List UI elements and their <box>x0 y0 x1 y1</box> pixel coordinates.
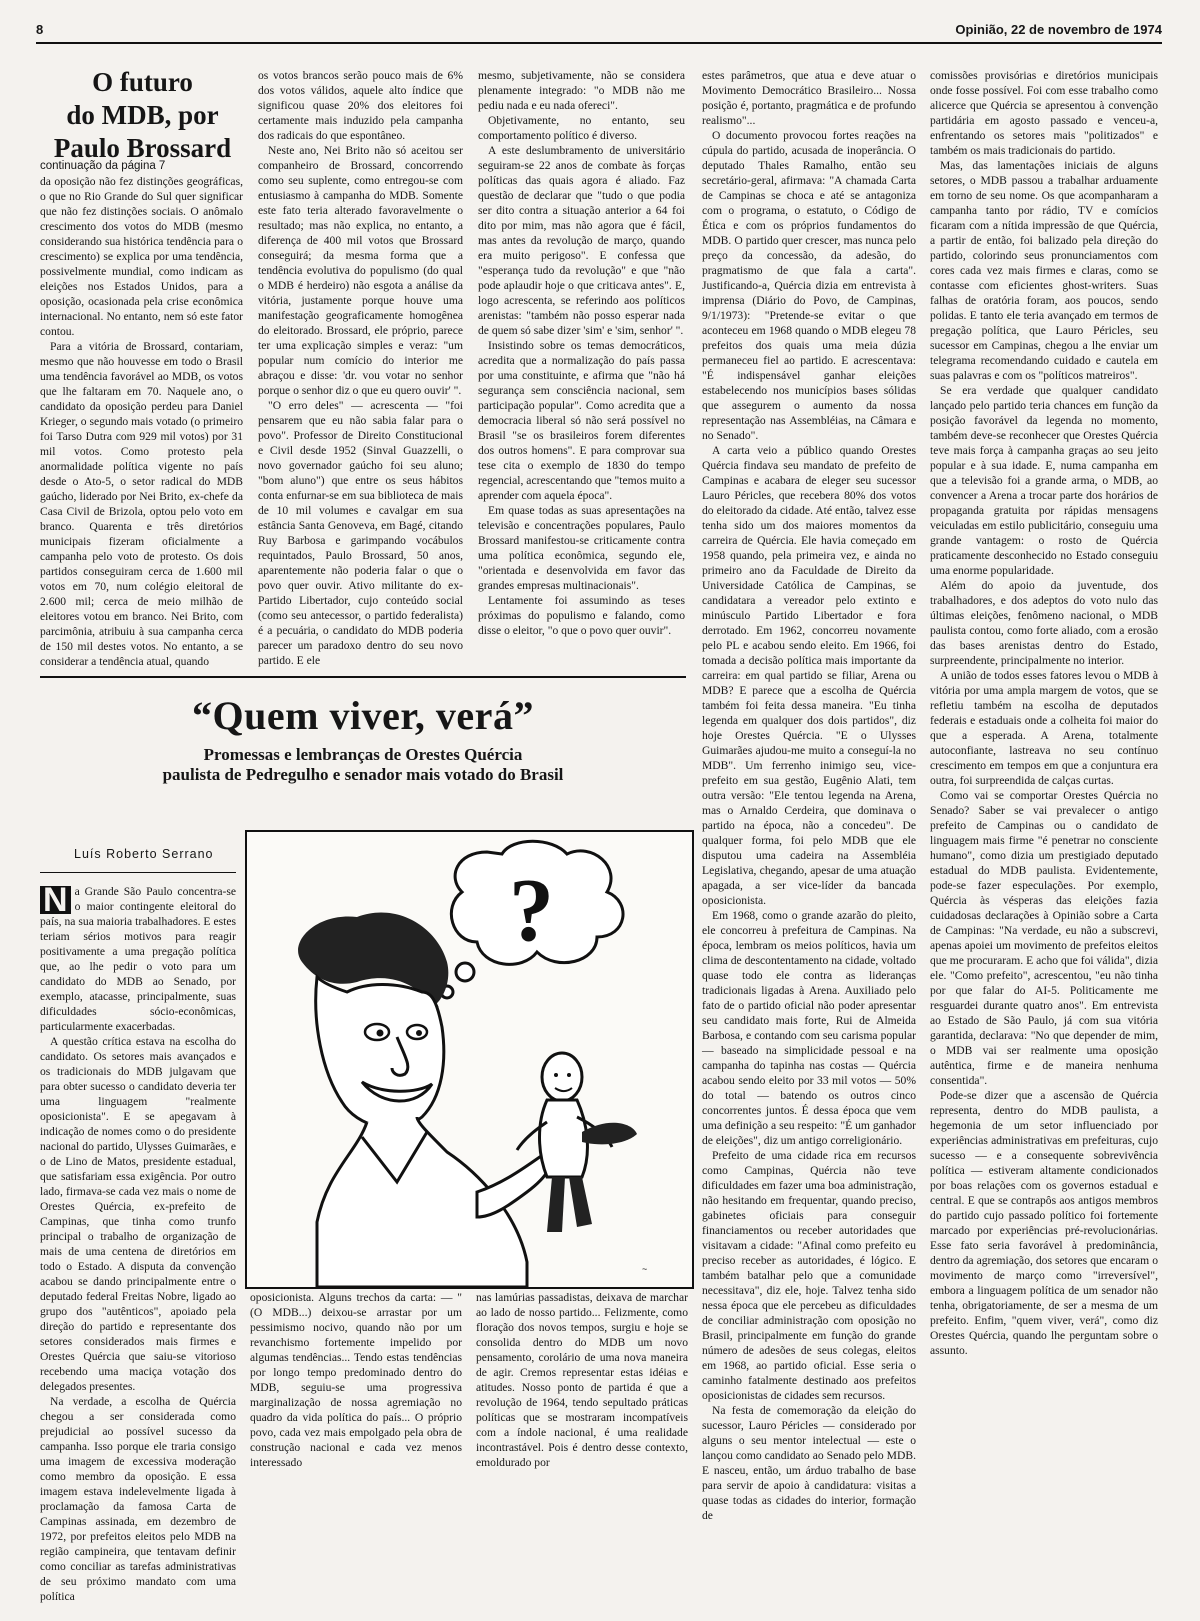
paragraph: Na verdade, a escolha de Quércia chegou a ser considerada como prejudicial ao possível sucesso da campanha. Isso porque ele traria consigo uma imagem de excessiva moderação como membro da oposição. E essa imagem estava indelevelmente ligada à proclamação da famosa Carta de Campinas assinada, em dezembro de 1972, por prefeitos eleitos pelo MDB na região campineira, que tentavam definir como conciliar as tarefas administrativas de seu próximo mandato com uma política <box>40 1395 236 1603</box>
article2-column-4 <box>702 68 916 1522</box>
paragraph: A este deslumbramento de universitário seguiram-se 22 anos de combate às forças políticas das quais agora é aliado. Faz questão de declarar que "tudo o que podia ser dito contra a situação anterior a 64 foi dito por mim, mas não agora que é fácil, mas antes da revolução de março, quando era muito perigoso". E confessa que "esperança tudo da revolução" e que "não pode aplaudir hoje o que criticava antes". E, logo acrescenta, se referindo aos políticos arenistas: "também não posso esperar nada de quem só sabe dizer 'sim' e 'sim, senhor' ". <box>478 144 685 337</box>
paragraph: Insistindo sobre os temas democráticos, acredita que a normalização do país passa por uma constituinte, e afirma que "não há segurança sem consciência nacional, sem participação popular". Como acredita que a democracia liberal só não será possível no Brasil "se os brasileiros forem diferentes dos outros homens". E para comprovar sua tese cita o exemplo de 1830 do tempo regencial, acrescentando que "temos muito a aprender com aquela época". <box>478 339 685 502</box>
article2-subtitle-line2: paulista de Pedregulho e senador mais votado do Brasil <box>162 765 564 784</box>
header-rule <box>36 42 1162 44</box>
paragraph: da oposição não fez distinções geográficas, o que no Rio Grande do Sul quer significar que não fez distinções sociais. O anômalo crescimento dos votos do MDB (mesmo considerando sua histórica tendência para o crescimento) se explica por uma tendência, possivelmente mundial, como indicam as eleições nos Estados Unidos, para a oposição, ocasionada pela crise econômica internacional. No entanto, nem só este fator contou. <box>40 175 243 338</box>
article2-subtitle <box>40 745 686 785</box>
caricature-illustration <box>245 830 694 1289</box>
artist-signature: ~ <box>642 1264 648 1274</box>
article1-title-line3: Paulo Brossard <box>53 133 232 163</box>
paragraph: Lentamente foi assumindo as teses próximas do populismo e falando, como disse o eleitor, "o que o povo quer ouvir". <box>478 594 685 637</box>
date-line: Opinião, 22 de novembro de 1974 <box>955 22 1162 37</box>
head <box>316 977 444 1128</box>
paragraph: Como vai se comportar Orestes Quércia no Senado? Saber se vai prevalecer o antigo prefeito de Campinas ou o candidato de linguagem mais firme "é penetrar no consciente humano", como dizia um prestigiado deputado estadual do MDB paulista. Evidentemente, pode-se fazer especulações. Por exemplo, Quércia às vésperas das eleições fazia cuidadosas declarações à Opinião sobre a Carta de Campinas: "Na verdade, eu não a subscrevi, apenas apoiei um movimento de prefeitos eleitos que me procuraram. E acho que foi válida", dizia ele. "Como prefeito", acrescentou, "eu não tinha por que falar do AI-5. Politicamente me resguardei durante quatro anos". Em entrevista ao Estado de São Paulo, já com sua vitória garantida, declarava: "No que depender de mim, o MDB vai ser realmente uma oposição autêntica, firme e de maneira nenhuma consentida". <box>930 789 1158 1087</box>
article1-column-2 <box>258 68 463 667</box>
article2-column-1 <box>40 881 236 1603</box>
paragraph: Se era verdade que qualquer candidato lançado pelo partido teria chances em função da posição favorável da legenda no momento, também deve-se reconhecer que Orestes Quércia teve mais força à campanha graças ao seu jeito popular e à sua idade. E, numa campanha em que a televisão foi a grande arma, o MDB, ao convencer a Arena a trocar parte dos horários de propaganda gratuita por rápidas mensagens veiculadas em estilo publicitário, conseguiu uma grande vantagem: o rosto de Quércia praticamente desconhecido no Estado conseguiu uma enorme popularidade. <box>930 384 1158 577</box>
paragraph: comissões provisórias e diretórios municipais onde fosse possível. Foi com esse trabalho como alicerce que Quércia se apresentou à convenção partidária em agosto passado e venceu-a, enfrentando os setores mais "politizados" e também os mais tradicionais do partido. <box>930 69 1158 157</box>
article2-column-3-bottom <box>476 1290 688 1490</box>
page-number: 8 <box>36 22 44 37</box>
paragraph: Neste ano, Nei Brito não só aceitou ser companheiro de Brossard, concorrendo como seu suplente, como entregou-se com entusiasmo à campanha do MDB. Somente este fato teria alterado favoravelmente o resultado; mas não explica, no entanto, a diferença de 400 mil votos que Brossard conseguirá; da mesma forma que a tendência evolutiva do populismo (do qual o MDB é herdeiro) não esgota a análise da vitória, justamente porque houve uma manifestação geograficamente homogênea do eleitorado. Brossard, ele próprio, parece ter uma explicação simples e veraz: "um popular num comício do interior me abraçou e disse: 'dr. vou votar no senhor porque o senhor diz o que eu quero ouvir' ". <box>258 144 463 397</box>
paragraph: Mas, das lamentações iniciais de alguns setores, o MDB passou a trabalhar arduamente em torno de seu nome. Os que acompanharam a campanha tanto por rádio, TV e comícios ficaram com a nítida impressão de que Quércia, a partir de então, foi balizado pela direção do partido, colorindo seus pronunciamentos com cores cada vez mais firmes e claras, como se contasse com eficientes ghost-writers. Suas falhas de oratória foram, aos poucos, sendo polidas. E tanto ele teria avançado em termos de pregação política, que Lauro Péricles, seu sucessor em Campinas, chegou a lhe enviar um telegrama recomendando cuidado e cautela em suas palavras e com os "políticos matreiros". <box>930 159 1158 382</box>
paragraph: A carta veio a público quando Orestes Quércia findava seu mandato de prefeito de Campinas e acabara de eleger seu sucessor Lauro Péricles, que recebera 80% dos votos do eleitorado da cidade. Até então, talvez esse tenha sido um dos maiores momentos da carreira de Quércia. Ele havia começado em 1958 quando, pela primeira vez, e ainda no primeiro ano da Faculdade de Direito da Universidade Católica de Campinas, se candidatara a vereador pelo extinto e minúsculo Partido Libertador e fora derrotado. Em 1962, concorreu novamente pelo PL e acabou sendo eleito. Em 1966, foi tomada a decisão política mais importante da carreira: em qual partido se filiar, Arena ou MDB? E parece que a escolha de Quércia também foi feita dessa maneira. "Eu tinha legenda em qualquer dos dois partidos", diz hoje Orestes Quércia. "E o Ulysses Guimarães ajudou-me muito a conseguí-la no MDB". Um ferrenho inimigo seu, vice-prefeito em sua gestão, Eugênio Alati, tem outra versão: "Ele tentou legenda na Arena, mas o Arnaldo Cerdeira, que dominava o partido na época, não a concedeu". De qualquer forma, foi pelo MDB que ele disputou uma cadeira na Assembléia Legislativa, chegando, apesar de uma atuação apagada, a ser vice-líder da bancada oposicionista. <box>702 444 916 907</box>
article1-title-line1: O futuro <box>92 67 193 97</box>
paragraph: Além do apoio da juventude, dos trabalhadores, e dos adeptos do voto nulo das últimas eleições, fenômeno nacional, o MDB paulista contou, como forte aliado, com a erosão das bases arenistas dentro do Estado, surpreendente, principalmente no interior. <box>930 579 1158 667</box>
article2-column-5 <box>930 68 1158 1490</box>
article2-title: “Quem viver, verá” <box>192 693 534 738</box>
caricature-drawing <box>247 832 692 1287</box>
paragraph: Para a vitória de Brossard, contariam, mesmo que não houvesse em todo o Brasil uma tendência favorável ao MDB, os votos que lhe faltaram em 70. Naquele ano, o candidato da oposição perdeu para Daniel Krieger, o segundo mais votado (o primeiro foi Tarso Dutra com 929 mil votos) por 31 mil votos. Como protesto pela anormalidade política vigente no país desde o Ato-5, o setor radical do MDB gaúcho, liderado por Nei Brito, ex-chefe da Casa Civil de Brizola, optou pelo voto em branco. Quarenta e três diretórios municipais fizeram oficialmente a campanha pelo voto de protesto. Os dois partidos conseguiram cerca de 1.600 mil votos em 70, num colégio eleitoral de 2.600 mil; cerca de meio milhão de eleitores votou em branco. Nei Brito, com parcimônia, atribuiu à sua campanha cerca de 150 mil destes votos. No entanto, a se considerar a tendência atual, quando <box>40 340 243 668</box>
paragraph: Prefeito de uma cidade rica em recursos como Campinas, Quércia não teve dificuldades em fazer uma boa administração, não hesitando em frequentar, quando preciso, gabinetes oficiais para conseguir financiamentos ou receber autoridades que visitavam a cidade: "Afinal como prefeito eu preciso receber as autoridades, é lógico. E também batalhar pelo que a comunidade necessitava", diz ele, hoje. Talvez tenha sido nessa época que ele percebeu as dificuldades de conciliar administração com oposição no Brasil, principalmente em função do grande número de adesões de seus colegas, eleitos em 1968, ao partido oficial. Esse seria o caminho fatalmente destinado aos prefeitos oposicionistas de cidades sem recursos. <box>702 1149 916 1402</box>
continuation-note: continuação da página 7 <box>40 160 166 172</box>
byline-rule <box>40 872 236 873</box>
article1-title <box>40 66 245 165</box>
paragraph: A união de todos esses fatores levou o MDB à vitória por uma ampla margem de votos, que se refletiu também na escolha de deputados federais e estaduais onde a colheita foi maior do que a esperada. A Arena, totalmente autoconfiante, lastreava no seu contínuo crescimento em tempos em que a conjuntura era outra, foi surpreendida de calças curtas. <box>930 669 1158 787</box>
paragraph: nas lamúrias passadistas, deixava de marchar ao lado de nosso partido... Felizmente, como floração dos novos tempos, surgiu e hoje se consolida dentro do MDB um novo pensamento, coroláriο de uma nova maneira de agir. Cremos representar estas idéias e atitudes. Nosso ponto de partida é que a revolução de 1964, tendo sepultado práticas políticas que se mostraram incompatíveis com a índole nacional, é uma realidade incontrastável. Pois é dentro desse contexto, emoldurado por <box>476 1291 688 1469</box>
byline: Luís Roberto Serrano <box>74 847 214 861</box>
article1-column-1 <box>40 174 243 668</box>
question-mark-icon: ? <box>509 861 554 960</box>
paragraph: mesmo, subjetivamente, não se considera plenamente integrado: "o MDB não me pediu nada e eu nada ofereci". <box>478 69 685 112</box>
paragraph: os votos brancos serão pouco mais de 6% dos votos válidos, aquele alto índice que significou quase 20% dos eleitores foi certamente mais induzido pela campanha dos radicais do que espontâneo. <box>258 69 463 142</box>
paragraph: A questão crítica estava na escolha do candidato. Os setores mais avançados e os tradicionais do MDB julgavam que para obter sucesso o candidato deveria ter uma linguagem "realmente oposicionista". E se apegavam à indicação de nomes como o do presidente nacional do partido, Ulysses Guimarães, e o de Lino de Matos, presidente estadual, que satisfariam essa exigência. Por outro lado, firmava-se cada vez mais o nome de Orestes Quércia, ex-prefeito de Campinas, que tinha como trunfo principal o trabalho de organização de mais de uma centena de diretórios em todo o Estado. A disputa da convenção acabou se dando principalmente entre o deputado federal Freitas Nobre, ligado ao grupo dos "autênticos", apoiado pela direção do partido e representante dos setores considerados mais firmes e Orestes Quércia que saiu-se vitorioso recebendo uma maciça votação dos delegados presentes. <box>40 1035 236 1393</box>
paragraph: Pode-se dizer que a ascensão de Quércia representa, dentro do MDB paulista, a hegemonia de um setor influenciado por experiências administrativas em prefeituras, cujo sucesso — e a consequente sobrevivência política — estiveram altamente condicionados por boas relações com os governos estadual e central. E que se contrapôs aos antigos membros do partido cujo passado político foi fortemente marcado por experiências pré-revolucionárias. Esse fato seria favorável à predominância, dentro da agremiação, dos setores que encaram o movimento de março como "irreversível", embora a linguagem política de um senador não tenha, obrigatoriamente, de ser a mesma de um prefeito. Enfim, "quem viver, verá", como diz Orestes Quércia, quando lhe perguntam sobre o assunto. <box>930 1089 1158 1357</box>
article1-title-line2: do MDB, por <box>66 100 219 130</box>
small-man-head <box>542 1053 582 1101</box>
small-man-body <box>540 1100 588 1177</box>
article2-column-2-bottom <box>250 1290 462 1490</box>
article2-subtitle-line1: Promessas e lembranças de Orestes Quércia <box>203 745 523 764</box>
paragraph: estes parâmetros, que atua e deve atuar o Movimento Democrático Brasileiro... Nossa posição é, portanto, pragmática e de profundo realismo"... <box>702 69 916 127</box>
paragraph: Em 1968, como o grande azarão do pleito, ele concorreu à prefeitura de Campinas. Na época, lembram os meios políticos, havia um clima de descontentamento na cidade, voltado quase todo ele contra as lideranças tradicionais ligadas à Arena. Auxiliado pelo fato de o partido oficial não poder apresentar seu candidato mais forte, Rui de Almeida Barbosa, e contando com seu carisma popular — baseado na simplicidade pessoal e na campanha do tapinha nas costas — Quércia acabou sendo eleito por 33 mil votos — 50% do total — batendo os outros cinco concorrentes juntos. É dessa época que vem uma definição a seu respeito: "É um ganhador de eleições", diz um antigo correligionário. <box>702 909 916 1147</box>
paragraph: Em quase todas as suas apresentações na televisão e concentrações populares, Paulo Brossard manifestou-se criticamente contra uma política econômica, segundo ele, "orientada e desenvolvida em favor das grandes empresas multinacionais". <box>478 504 685 592</box>
article-separator <box>40 676 686 678</box>
paragraph: a Grande São Paulo concentra-se o maior contingente eleitoral do país, na sua maioria trabalhadores. E estes teriam sérios motivos para reagir positivamente a uma pregação política que, ao lhe pedir o voto para um candidato do MDB ao Senado, por exemplo, atacasse, principalmente, suas dificuldades sócio-econômicas, particularmente exacerbadas. <box>40 885 236 1033</box>
paragraph: Objetivamente, no entanto, seu comportamento político é diverso. <box>478 114 685 142</box>
paragraph: oposicionista. Alguns trechos da carta: — "(O MDB...) deixou-se arrastar por um pessimismo nocivo, quando não por um revanchismo fortemente impelido por algumas tendências... Tendo estas tendências por longo tempo predominado dentro do MDB, seguiu-se uma progressiva marginalização de nossa agremiação no quadro da vida política do país... O próprio povo, cada vez mais empolgado pela obra de construção nacional e cada vez menos interessado <box>250 1291 462 1469</box>
paragraph: O documento provocou fortes reações na cúpula do partido, acusada de inoperância. O deputado Thales Ramalho, então seu secretário-geral, afirmava: "A chamada Carta de Campinas se choca e até se antagoniza com o programa, o estatuto, o Código de Ética e com os próprios fundamentos do MDB. O partido quer crescer, mas nunca pelo preço da concessão, da adesão, do pragmatismo de que fala a carta". Justificando-a, Quércia dizia em entrevista à imprensa (Diário do Povo, de Campinas, 9/1/1973): "Pretende-se evitar o que aconteceu em 1968 quando o MDB elegeu 78 prefeitos dos quais uma meia dúzia permaneceu fiel ao partido. E acrescentava: "É indispensável ganhar eleições estabelecendo nos municípios bases sólidas que assegurem o aumento da nossa representação nas Assembléias, na Câmara e no Senado". <box>702 129 916 442</box>
article1-column-3 <box>478 68 685 664</box>
drop-cap: N <box>40 886 71 914</box>
paragraph: Na festa de comemoração da eleição do sucessor, Lauro Péricles — considerado por alguns o seu mentor intelectual — este o lançou como candidato ao Senado pelo MDB. E nasceu, então, um árduo trabalho de base para servir de apoio à candidatura: visitas a quase todas as cidades do interior, formação de <box>702 1404 916 1522</box>
paragraph: "O erro deles" — acrescenta — "foi pensarem que eu não sabia falar para o povo". Professor de Direito Constitucional e Civil desde 1952 (Sinval Guazzelli, o novo governador gaúcho foi seu aluno; "bom aluno") que entre os seus hábitos conta enfurnar-se em sua biblioteca de mais de 10 mil volumes e cavalgar em sua estância Santa Genoveva, em Bagé, citando Ruy Barbosa e garimpando vocábulos requintados, Paulo Brossard, 50 anos, aparentemente não poderia falar o que o povo quer ouvir. Ativo militante do ex-Partido Libertador, cujo conteúdo social (como seu antecessor, o partido federalista) é a pecuária, o candidato do MDB poderia parecer um paradoxo dentro do seu novo partido. E ele <box>258 399 463 667</box>
